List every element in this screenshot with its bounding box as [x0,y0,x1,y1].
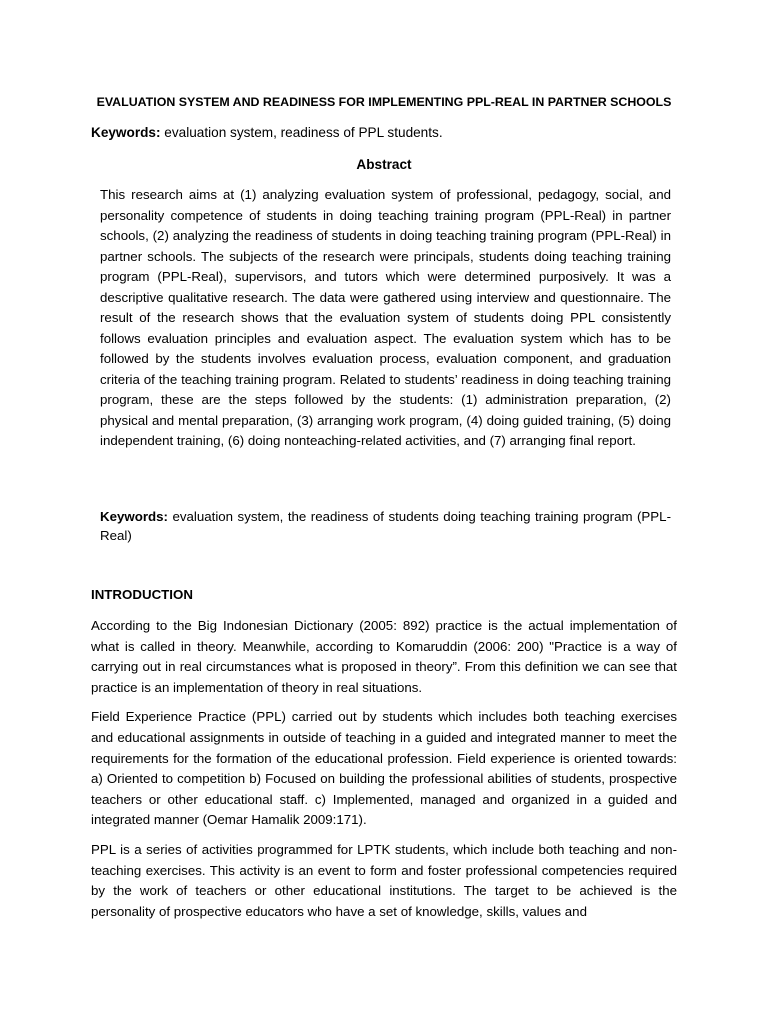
keywords-text: evaluation system, readiness of PPL students. [160,125,443,140]
introduction-paragraph: According to the Big Indonesian Dictionary (2005: 892) practice is the actual implementation of what is called in theory. Meanwhile, according to Komaruddin (2006: 200) "Practice is a way of carrying out in real circumstances what is proposed in theory”. From this definition we can see that practice is an implementation of theory in real situations. [91,618,677,695]
introduction-body [91,616,677,931]
abstract-heading: Abstract [356,157,412,172]
keywords-top [91,124,443,142]
abstract-body: This research aims at (1) analyzing evaluation system of professional, pedagogy, social, and personality competence of students in doing teaching training program (PPL-Real) in partner schools, (2) analyzing the readiness of students in doing teaching training program (PPL-Real) in partner schools. The subjects of the research were principals, students doing teaching training program (PPL-Real), supervisors, and tutors which were determined purposively. It was a descriptive qualitative research. The data were gathered using interview and questionnaire. The result of the research shows that the evaluation system of students doing PPL consistently follows evaluation principles and evaluation aspect. The evaluation system which has to be followed by the students involves evaluation process, evaluation component, and graduation criteria of the teaching training program. Related to students’ readiness in doing teaching training program, these are the steps followed by the students: (1) administration preparation, (2) physical and mental preparation, (3) arranging work program, (4) doing guided training, (5) doing independent training, (6) doing nonteaching-related activities, and (7) arranging final report. [100,187,671,448]
keywords-label: Keywords: [100,509,168,524]
introduction-paragraph: PPL is a series of activities programmed for LPTK students, which include both teaching and non-teaching exercises. This activity is an event to form and foster professional competencies required by the work of teachers or other educational institutions. The target to be achieved is the personality of prospective educators who have a set of knowledge, skills, values and [91,841,677,919]
keywords-bottom [100,507,671,545]
introduction-heading: INTRODUCTION [91,587,193,602]
document-title: EVALUATION SYSTEM AND READINESS FOR IMPLEMENTING PPL-REAL IN PARTNER SCHOOLS [96,95,672,109]
keywords-label: Keywords: [91,125,161,140]
keywords-text: evaluation system, the readiness of students doing teaching training program (PPL- Real) [100,509,671,543]
introduction-paragraph: Field Experience Practice (PPL) carried out by students which includes both teaching exercises and educational assignments in outside of teaching in a guided and integrated manner to meet the requirements for the formation of the educational profession. Field experience is oriented towards: a) Oriented to competition b) Focused on building the professional abilities of students, prospective teachers or other educational staff. c) Implemented, managed and organized in a guided and integrated manner (Oemar Hamalik 2009:171). [91,709,677,828]
